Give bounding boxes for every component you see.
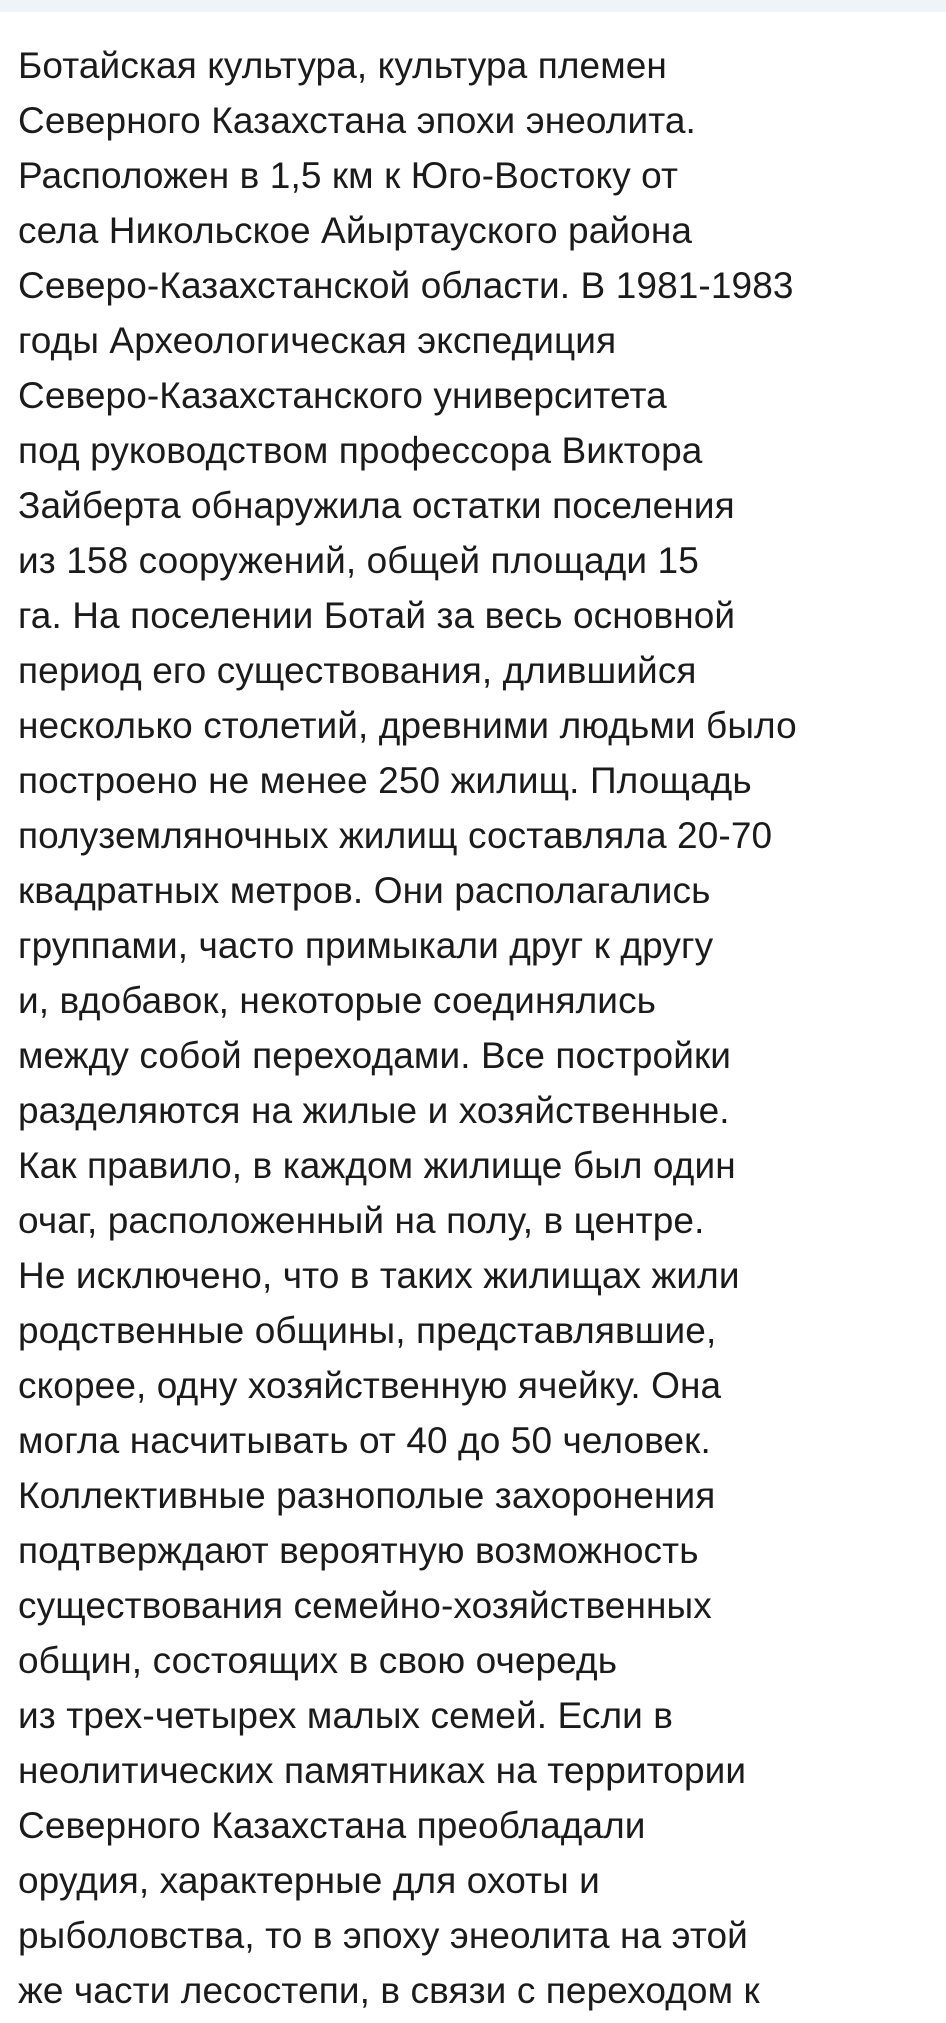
text-line: Не исключено, что в таких жилищах жили xyxy=(18,1255,740,1296)
text-line: группами, часто примыкали друг к другу xyxy=(18,925,714,966)
text-line: Северо-Казахстанской области. В 1981-1983 xyxy=(18,265,794,306)
text-line: Коллективные разнополые захоронения xyxy=(18,1475,716,1516)
text-line: Как правило, в каждом жилище был один xyxy=(18,1145,736,1186)
text-line: квадратных метров. Они располагались xyxy=(18,870,711,911)
text-line: Северного Казахстана преобладали xyxy=(18,1805,646,1846)
text-line: и, вдобавок, некоторые соединялись xyxy=(18,980,657,1021)
text-line: из 158 сооружений, общей площади 15 xyxy=(18,540,699,581)
text-line: под руководством профессора Виктора xyxy=(18,430,703,471)
text-line: могла насчитывать от 40 до 50 человек. xyxy=(18,1420,711,1461)
text-line: села Никольское Айыртауского района xyxy=(18,210,693,251)
text-line: несколько столетий, древними людьми было xyxy=(18,705,797,746)
text-line: Северо-Казахстанского университета xyxy=(18,375,667,416)
text-line: Северного Казахстана эпохи энеолита. xyxy=(18,100,696,141)
text-line: полуземляночных жилищ составляла 20-70 xyxy=(18,815,773,856)
text-line: га. На поселении Ботай за весь основной xyxy=(18,595,736,636)
text-line: годы Археологическая экспедиция xyxy=(18,320,617,361)
text-line: период его существования, длившийся xyxy=(18,650,697,691)
text-line: очаг, расположенный на полу, в центре. xyxy=(18,1200,705,1241)
article-text xyxy=(18,38,938,2018)
top-strip xyxy=(0,0,946,12)
text-line: рыболовства, то в эпоху энеолита на этой xyxy=(18,1915,748,1956)
text-line: неолитических памятниках на территории xyxy=(18,1750,747,1791)
text-line: между собой переходами. Все постройки xyxy=(18,1035,732,1076)
text-line: орудия, характерные для охоты и xyxy=(18,1860,600,1901)
text-line: разделяются на жилые и хозяйственные. xyxy=(18,1090,730,1131)
text-line: родственные общины, представлявшие, xyxy=(18,1310,717,1351)
text-line: Зайберта обнаружила остатки поселения xyxy=(18,485,735,526)
text-line: подтверждают вероятную возможность xyxy=(18,1530,699,1571)
text-line: построено не менее 250 жилищ. Площадь xyxy=(18,760,752,801)
text-line: скорее, одну хозяйственную ячейку. Она xyxy=(18,1365,722,1406)
text-line: общин, состоящих в свою очередь xyxy=(18,1640,618,1681)
text-line: Расположен в 1,5 км к Юго-Востоку от xyxy=(18,155,679,196)
text-line: существования семейно-хозяйственных xyxy=(18,1585,712,1626)
text-line: же части лесостепи, в связи с переходом к xyxy=(18,1970,760,2011)
text-line: из трех-четырех малых семей. Если в xyxy=(18,1695,674,1736)
text-line: Ботайская культура, культура племен xyxy=(18,45,667,86)
